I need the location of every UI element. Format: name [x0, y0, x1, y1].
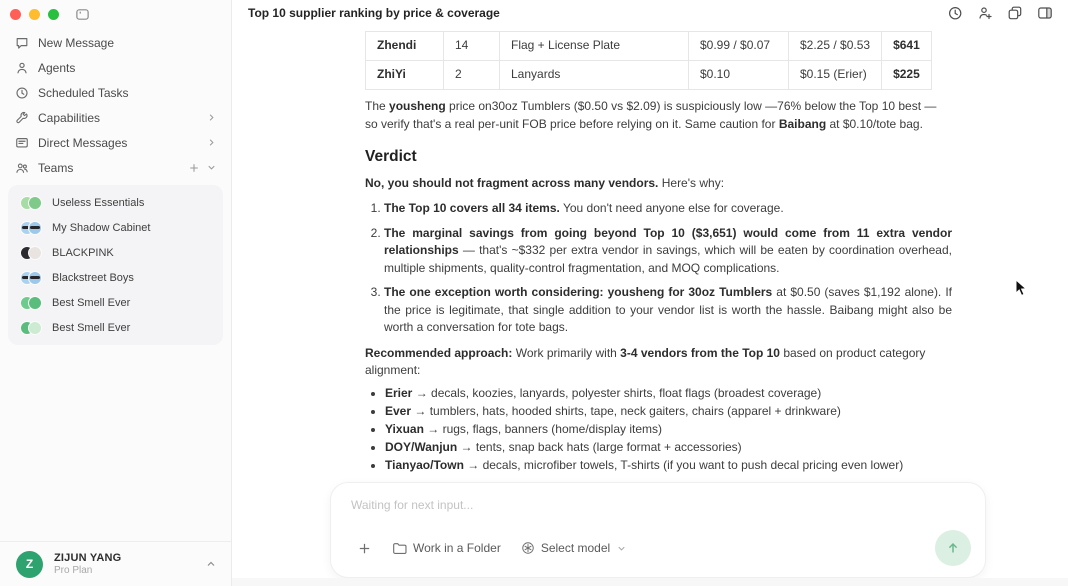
table-cell: Lanyards: [500, 61, 689, 90]
team-name: My Shadow Cabinet: [52, 221, 151, 234]
message-input[interactable]: Waiting for next input...: [351, 498, 474, 512]
team-member-avatar: [28, 221, 42, 235]
table-cell: $225: [882, 61, 932, 90]
table-cell: $0.10: [689, 61, 789, 90]
chevron-down-icon[interactable]: [206, 162, 217, 173]
team-avatars: [20, 271, 42, 285]
sidebar-item-label: Scheduled Tasks: [38, 85, 129, 100]
team-item[interactable]: [8, 315, 223, 340]
list-item: 2. The marginal savings from going beyond Top 10 ($3,651) would come from 11 extra vendor relationships — that's ~$332 per extra vendor in savings, which will be eaten by coordination overhead, multiple shipments, quality-control fragmentation, and MOQ complications.: [384, 225, 952, 278]
verdict-heading: Verdict: [365, 148, 417, 165]
team-name: BLACKPINK: [52, 246, 114, 259]
table-cell: $0.15 (Erier): [789, 61, 882, 90]
chevron-right-icon[interactable]: [206, 112, 217, 123]
team-name: Best Smell Ever: [52, 321, 131, 334]
table-cell: 14: [444, 32, 500, 61]
avatar: Z: [16, 551, 43, 578]
select-model-button[interactable]: [515, 537, 633, 559]
table-cell: $0.99 / $0.07: [689, 32, 789, 61]
table-cell: Flag + License Plate: [500, 32, 689, 61]
scheduled-tasks-icon: [14, 85, 29, 100]
maximize-window-button[interactable]: [48, 9, 59, 20]
team-item[interactable]: [8, 290, 223, 315]
plus-icon: [357, 541, 372, 556]
list-item: • Ever → tumblers, hats, hooded shirts, tape, neck gaiters, chairs (apparel + drinkware): [385, 403, 952, 421]
close-window-button[interactable]: [10, 9, 21, 20]
sidebar-item-label: Teams: [38, 160, 74, 175]
table-cell: ZhiYi: [366, 61, 444, 90]
table-cell: 2: [444, 61, 500, 90]
main-panel: [232, 0, 1068, 586]
sidebar-item-new-message[interactable]: [0, 30, 231, 55]
team-item[interactable]: [8, 265, 223, 290]
list-item: 3. The one exception worth considering: yousheng for 30oz Tumblers at $0.50 (saves $1,192 alone). If the price is legitimate, that single addition to your vendor list is worth the hassle. Baibang might also be worth a conversation for tote bags.: [384, 284, 952, 337]
table-cell: Zhendi: [366, 32, 444, 61]
sidebar-item-teams[interactable]: [0, 155, 231, 180]
work-in-folder-button[interactable]: [386, 537, 507, 560]
teams-list: [8, 185, 223, 345]
direct-messages-icon: [14, 135, 29, 150]
attach-button[interactable]: [351, 537, 378, 560]
window-controls: [0, 0, 231, 22]
model-icon: [521, 541, 535, 555]
add-team-icon[interactable]: [188, 162, 200, 174]
team-avatars: [20, 196, 42, 210]
sidebar-item-agents[interactable]: [0, 55, 231, 80]
list-item: • DOY/Wanjun → tents, snap back hats (large format + accessories): [385, 439, 952, 457]
message-composer: [330, 482, 986, 578]
team-member-avatar: [28, 246, 42, 260]
table-row: [366, 61, 932, 90]
sidebar-item-label: Capabilities: [38, 110, 101, 125]
history-icon[interactable]: [944, 2, 966, 24]
verdict-intro: No, you should not fragment across many vendors. Here's why:: [365, 175, 725, 190]
team-avatars: [20, 321, 42, 335]
chevron-down-icon: [616, 543, 627, 554]
sidebar-item-label: New Message: [38, 35, 115, 50]
bottom-edge: [232, 578, 1068, 586]
conversation-header: [232, 0, 1068, 26]
team-name: Blackstreet Boys: [52, 271, 134, 284]
team-item[interactable]: [8, 240, 223, 265]
note-paragraph: The yousheng price on30oz Tumblers ($0.50 vs $2.09) is suspiciously low —76% below the Top 10 best — so verify that's a real per-unit FOB price before relying on it. Same caution for Baibang at $0.10/tote bag.: [365, 99, 937, 131]
panel-icon[interactable]: [1034, 2, 1056, 24]
assistant-message: [365, 26, 952, 500]
recommended-paragraph: Recommended approach: Work primarily with 3-4 vendors from the Top 10 based on product category alignment:: [365, 345, 926, 377]
sidebar-item-direct-messages[interactable]: [0, 130, 231, 155]
work-in-folder-label: Work in a Folder: [413, 541, 501, 555]
team-member-avatar: [28, 196, 42, 210]
duplicate-icon[interactable]: [1004, 2, 1026, 24]
page-title: Top 10 supplier ranking by price & coverage: [248, 6, 500, 20]
sidebar-item-capabilities[interactable]: [0, 105, 231, 130]
team-member-avatar: [28, 296, 42, 310]
new-message-icon: [14, 35, 29, 50]
agents-icon: [14, 60, 29, 75]
team-avatars: [20, 221, 42, 235]
table-cell: $2.25 / $0.53: [789, 32, 882, 61]
table-row: [366, 32, 932, 61]
list-item: • Yixuan → rugs, flags, banners (home/display items): [385, 421, 952, 439]
header-actions: [944, 2, 1056, 24]
sidebar-menu: [0, 30, 231, 180]
team-item[interactable]: [8, 215, 223, 240]
teams-icon: [14, 160, 29, 175]
sidebar-item-scheduled-tasks[interactable]: [0, 80, 231, 105]
sidebar-item-label: Direct Messages: [38, 135, 128, 150]
user-name: ZIJUN YANG: [54, 552, 122, 564]
team-name: Best Smell Ever: [52, 296, 131, 309]
sidebar-toggle-icon[interactable]: [75, 7, 90, 22]
table-cell: $641: [882, 32, 932, 61]
capabilities-icon: [14, 110, 29, 125]
select-model-label: Select model: [540, 541, 611, 555]
supplier-table: [365, 31, 932, 90]
team-avatars: [20, 246, 42, 260]
add-member-icon[interactable]: [974, 2, 996, 24]
folder-icon: [392, 541, 407, 556]
list-item: 1. The Top 10 covers all 34 items. You don't need anyone else for coverage.: [384, 200, 952, 218]
team-member-avatar: [28, 271, 42, 285]
chevron-up-icon[interactable]: [205, 558, 217, 570]
minimize-window-button[interactable]: [29, 9, 40, 20]
vendor-bullet-list: [365, 385, 952, 475]
chevron-right-icon[interactable]: [206, 137, 217, 148]
verdict-numbered-list: [365, 200, 952, 337]
user-account-row[interactable]: [0, 541, 231, 586]
send-button[interactable]: [935, 530, 971, 566]
user-plan-badge: Pro Plan: [54, 565, 93, 576]
team-member-avatar: [28, 321, 42, 335]
list-item: • Erier → decals, koozies, lanyards, polyester shirts, float flags (broadest coverage): [385, 385, 952, 403]
team-item[interactable]: [8, 190, 223, 215]
team-name: Useless Essentials: [52, 196, 145, 209]
team-avatars: [20, 296, 42, 310]
list-item: • Tianyao/Town → decals, microfiber towels, T-shirts (if you want to push decal pricing even lower): [385, 457, 952, 475]
sidebar-item-label: Agents: [38, 60, 76, 75]
sidebar: [0, 0, 232, 586]
